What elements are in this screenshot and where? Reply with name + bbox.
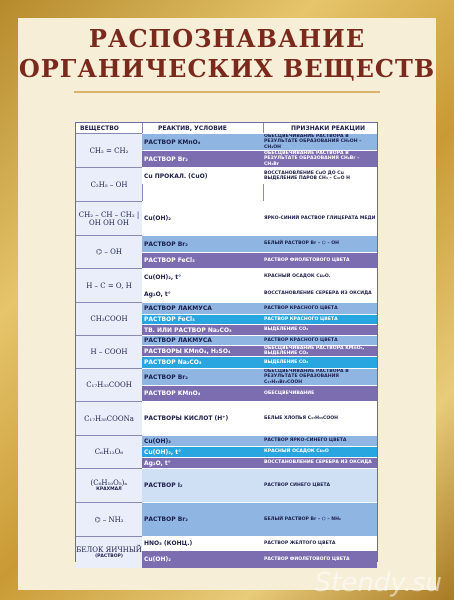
table-row xyxy=(142,167,377,184)
substance-cell xyxy=(76,468,142,502)
substance-cell xyxy=(76,401,142,435)
reagent-cell: Ag₂O, t° xyxy=(144,290,171,298)
sign-cell: БЕЛЫЙ РАСТВОР Br – ⌬ – NH₂ xyxy=(264,516,341,522)
reagent-cell: РАСТВОР Br₂ xyxy=(144,155,188,163)
table-row xyxy=(142,268,377,285)
substance-formula: ⌬ – OH xyxy=(96,248,122,256)
table-row xyxy=(142,235,377,252)
table-row xyxy=(142,468,377,502)
reagent-cell: РАСТВОРЫ KMnO₄, H₂SO₄ xyxy=(144,347,231,355)
substance-cell xyxy=(76,133,142,167)
sign-cell: ОБЕСЦВЕЧИВАНИЕ РАСТВОРА В РЕЗУЛЬТАТЕ ОБРАЗОВАНИЯ CH₂Br – CH₂Br xyxy=(264,151,360,167)
reagent-cell: РАСТВОР Na₂CO₃ xyxy=(144,359,202,366)
title-underline xyxy=(74,91,380,93)
sign-cell: ВОССТАНОВЛЕНИЕ СЕРЕБРА ИЗ ОКСИДА xyxy=(264,291,372,297)
table-row xyxy=(142,302,377,314)
sign-cell: ОБЕСЦВЕЧИВАНИЕ xyxy=(264,390,315,396)
substance-formula: C₆H₁₂O₆ xyxy=(94,448,124,456)
table-row xyxy=(142,356,377,368)
substance-formula: C₁₇H₃₃COOH xyxy=(86,381,132,389)
table-row xyxy=(142,133,377,150)
reagent-cell: Cu(OH)₂, t° xyxy=(144,448,182,456)
reagent-cell: РАСТВОР Br₂ xyxy=(144,516,188,523)
reagent-cell: РАСТВОР Br₂ xyxy=(144,240,188,248)
reagent-cell: РАСТВОР FeCl₃ xyxy=(144,316,195,323)
reagent-cell: Ag₂O, t° xyxy=(144,459,171,467)
reagent-cell: Cu(OH)₂ xyxy=(144,437,171,445)
substance-note: (РАСТВОР) xyxy=(95,554,123,559)
reagent-cell: РАСТВОР FeCl₃ xyxy=(144,257,195,264)
substance-cell xyxy=(76,235,142,268)
table-row xyxy=(142,335,377,345)
substance-formula: CH₂ – CH – CH₂ | OH OH OH xyxy=(78,210,140,227)
reagent-cell: ТВ. ИЛИ РАСТВОР Na₂CO₃ xyxy=(144,326,232,334)
sign-cell: РАСТВОР КРАСНОГО ЦВЕТА xyxy=(264,337,338,343)
reagent-cell: РАСТВОР KMnO₄ xyxy=(144,390,201,397)
substance-formula: H – C = O, H xyxy=(86,281,132,290)
substance-cell xyxy=(76,368,142,401)
sign-cell: КРАСНЫЙ ОСАДОК Cu₂O. xyxy=(264,274,331,280)
substance-cell xyxy=(76,502,142,536)
table-row xyxy=(142,401,377,435)
reagent-cell: РАСТВОР ЛАКМУСА xyxy=(144,337,212,344)
table-header xyxy=(76,123,377,133)
substance-formula: (C₆H₁₀O₅)ₙ xyxy=(90,479,128,487)
table-row xyxy=(142,435,377,446)
table-row xyxy=(142,150,377,167)
table-row xyxy=(142,285,377,302)
substance-formula: ⌬ – NH₂ xyxy=(94,515,124,524)
reagent-cell: РАСТВОР I₂ xyxy=(144,482,183,489)
reagent-cell: РАСТВОР Br₂ xyxy=(144,373,188,381)
table-row xyxy=(142,345,377,356)
table-row xyxy=(142,201,377,235)
header-substance: ВЕЩЕСТВО xyxy=(80,125,119,132)
table-row xyxy=(142,536,377,550)
sign-cell: ВЫДЕЛЕНИЕ CO₂ xyxy=(264,359,309,365)
table-row xyxy=(142,324,377,335)
header-reagent: РЕАКТИВ, УСЛОВИЕ xyxy=(158,125,227,132)
sign-cell: ОБЕСЦВЕЧИВАНИЕ РАСТВОРА В РЕЗУЛЬТАТЕ ОБРАЗОВАНИЯ C₁₇H₃₃Br₂COOH xyxy=(264,369,349,385)
reagent-cell: Cu ПРОКАЛ. (CuO) xyxy=(144,172,208,180)
substance-cell xyxy=(76,335,142,368)
reagent-cell: Cu(OH)₂ xyxy=(144,215,171,222)
substance-formula: БЕЛОК ЯИЧНЫЙ xyxy=(76,546,142,554)
sign-cell: ВОССТАНОВЛЕНИЕ СЕРЕБРА ИЗ ОКСИДА xyxy=(264,460,372,466)
sign-cell: РАСТВОР СИНЕГО ЦВЕТА xyxy=(264,482,331,488)
table-row xyxy=(142,502,377,536)
header-signs: ПРИЗНАКИ РЕАКЦИИ xyxy=(291,125,366,132)
substance-note: КРАХМАЛ xyxy=(96,487,122,492)
reagent-cell: Cu(OH)₂, t° xyxy=(144,273,182,281)
sign-cell: РАСТВОР КРАСНОГО ЦВЕТА xyxy=(264,305,338,311)
substance-formula: CH₃COOH xyxy=(90,315,128,323)
sign-cell: ЯРКО-СИНИЙ РАСТВОР ГЛИЦЕРАТА МЕДИ xyxy=(264,215,376,221)
poster-title xyxy=(18,24,436,84)
reagent-cell: РАСТВОР KMnO₄ xyxy=(144,138,201,146)
table-row xyxy=(142,457,377,468)
reagent-cell: РАСТВОР ЛАКМУСА xyxy=(144,305,212,312)
substance-formula: CH₂ = CH₂ xyxy=(89,146,129,155)
substance-cell xyxy=(76,302,142,335)
substance-cell xyxy=(76,435,142,468)
sign-cell: РАСТВОР ЯРКО-СИНЕГО ЦВЕТА xyxy=(264,438,347,444)
watermark: Stendy.su xyxy=(314,568,442,598)
reagent-cell: Cu(OH)₂ xyxy=(144,556,171,563)
title-line-1: РАСПОЗНАВАНИЕ xyxy=(88,24,366,53)
reagent-cell: HNO₃ (КОНЦ.) xyxy=(144,540,193,547)
substance-formula: C₁₇H₃₅COONa xyxy=(84,414,134,423)
table-row xyxy=(142,368,377,385)
sign-cell: БЕЛЫЕ ХЛОПЬЯ C₁₇H₃₅COOH xyxy=(264,415,338,421)
substance-cell xyxy=(76,167,142,201)
sign-cell: ВЫДЕЛЕНИЕ CO₂ xyxy=(264,327,309,333)
table-row xyxy=(142,385,377,401)
sign-cell: РАСТВОР ФИОЛЕТОВОГО ЦВЕТА xyxy=(264,556,350,562)
sign-cell: ВОССТАНОВЛЕНИЕ CuO ДО Cu ВЫДЕЛЕНИЕ ПАРОВ CH₃ – C=O H xyxy=(264,170,350,181)
substance-cell xyxy=(76,268,142,302)
sign-cell: ОБЕСЦВЕЧИВАНИЕ РАСТВОРА В РЕЗУЛЬТАТЕ ОБРАЗОВАНИЯ CH₂OH – CH₂OH xyxy=(264,134,362,150)
sign-cell: КРАСНЫЙ ОСАДОК Cu₂O xyxy=(264,449,329,455)
table-row xyxy=(142,446,377,457)
title-line-2: ОРГАНИЧЕСКИХ ВЕЩЕСТВ xyxy=(18,54,436,83)
substance-formula: C₂H₅ – OH xyxy=(90,180,128,189)
reaction-table xyxy=(75,122,378,562)
sign-cell: БЕЛЫЙ РАСТВОР Br – ⌬ – OH xyxy=(264,241,339,247)
substance-cell xyxy=(76,536,142,568)
table-row xyxy=(142,550,377,568)
substance-formula: H – COOH xyxy=(90,348,128,356)
sign-cell: ОБЕСЦВЕЧИВАНИЕ РАСТВОРА KMnO₄, ВЫДЕЛЕНИЕ CO₂ xyxy=(264,346,365,356)
sign-cell: РАСТВОР ФИОЛЕТОВОГО ЦВЕТА xyxy=(264,257,350,263)
substance-cell xyxy=(76,201,142,235)
sign-cell: РАСТВОР КРАСНОГО ЦВЕТА xyxy=(264,316,338,322)
table-row xyxy=(142,252,377,268)
reagent-cell: РАСТВОРЫ КИСЛОТ (H⁺) xyxy=(144,415,229,422)
sign-cell: РАСТВОР ЖЕЛТОГО ЦВЕТА xyxy=(264,540,336,546)
table-row xyxy=(142,314,377,324)
